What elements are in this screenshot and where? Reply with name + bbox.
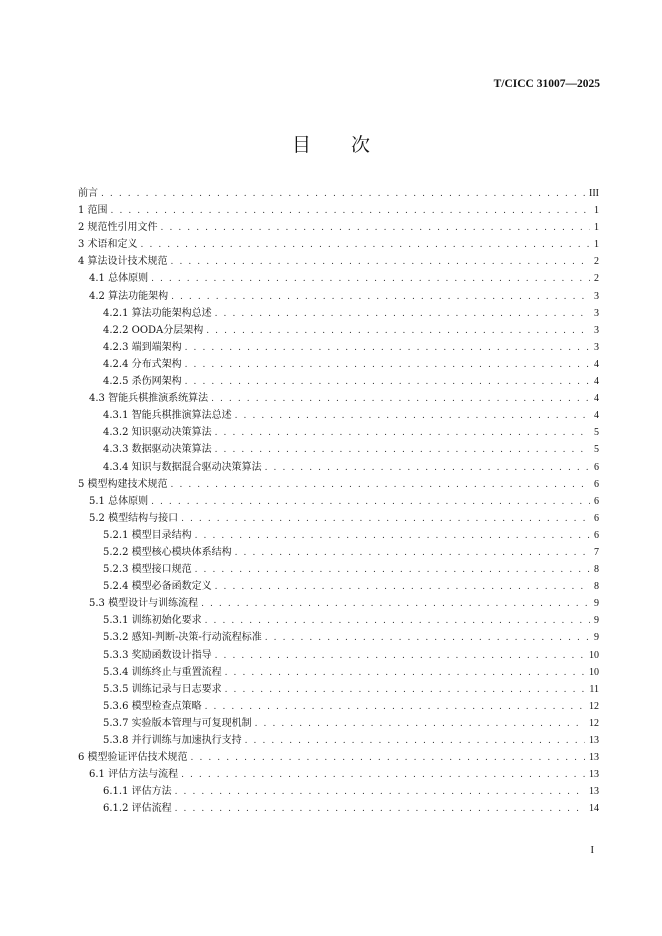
toc-entry-page: 3 (594, 290, 599, 302)
toc-entry[interactable] (78, 749, 599, 766)
page-number: I (590, 845, 594, 856)
toc-entry[interactable] (78, 356, 599, 373)
toc-entry-label: 4.3.1 智能兵棋推演算法总述 (103, 410, 232, 422)
dot-leader (206, 323, 590, 339)
dot-leader (185, 340, 590, 356)
toc-entry-label: 5.3.6 模型检查点策略 (103, 700, 202, 712)
dot-leader (101, 186, 585, 202)
toc-entry[interactable] (78, 322, 599, 339)
dot-leader (175, 784, 585, 800)
toc-entry[interactable] (78, 715, 599, 732)
dot-leader (215, 425, 590, 441)
toc-entry-page: 13 (589, 735, 599, 746)
toc-entry-label: 5.3.7 实验版本管理与可复现机制 (103, 717, 252, 729)
toc-entry-label: 6.1 评估方法与流程 (89, 769, 179, 781)
dot-leader (181, 511, 590, 527)
toc-entry-page: 4 (594, 358, 599, 370)
dot-leader (225, 682, 586, 698)
dot-leader (201, 596, 590, 612)
toc-entry[interactable] (78, 305, 599, 322)
toc-entry-label: 3 术语和定义 (78, 239, 138, 251)
dot-leader (195, 528, 590, 544)
dot-leader (151, 271, 590, 287)
toc-entry-label: 5.3.3 奖励函数设计指导 (103, 649, 212, 661)
dot-leader (185, 374, 590, 390)
toc-entry[interactable] (78, 424, 599, 441)
toc-entry-page: 12 (589, 717, 599, 729)
toc-entry-page: 8 (594, 564, 599, 576)
toc-entry[interactable] (78, 629, 599, 646)
toc-entry-page: 6 (594, 478, 599, 490)
toc-entry[interactable] (78, 288, 599, 305)
toc-entry-label: 4.1 总体原则 (89, 273, 149, 285)
toc-entry[interactable] (78, 647, 599, 664)
dot-leader (171, 477, 590, 493)
dot-leader (161, 220, 590, 236)
toc-entry-page: 11 (589, 683, 599, 695)
toc-entry-label: 4.2 算法功能架构 (89, 290, 169, 302)
toc-entry-page: 6 (594, 529, 599, 541)
toc-entry-label: 5.2 模型结构与接口 (89, 512, 179, 524)
toc-entry-label: 5.3.2 感知-判断-决策-行动流程标准 (103, 632, 262, 644)
dot-leader (211, 391, 590, 407)
toc-entry[interactable] (78, 732, 599, 749)
toc-entry-label: 6 模型验证评估技术规范 (78, 752, 188, 764)
toc-entry[interactable] (78, 390, 599, 407)
toc-entry[interactable] (78, 681, 599, 698)
toc-entry-page: 10 (589, 649, 599, 661)
toc-entry-label: 5.3.1 训练初始化要求 (103, 615, 202, 627)
toc-entry-page: 13 (589, 769, 599, 781)
dot-leader (181, 767, 585, 783)
dot-leader (171, 254, 590, 270)
toc-entry[interactable] (78, 612, 599, 629)
dot-leader (185, 357, 590, 373)
toc-entry-page: 8 (594, 581, 599, 593)
toc-entry[interactable] (78, 800, 599, 817)
dot-leader (141, 237, 590, 253)
toc-entry-page: 7 (594, 546, 599, 558)
toc-entry-page: 4 (594, 376, 599, 388)
toc-entry-label: 5.2.4 模型必备函数定义 (103, 581, 212, 593)
toc-entry-label: 5.3.5 训练记录与日志要求 (103, 683, 222, 695)
toc-entry-label: 5.3 模型设计与训练流程 (89, 598, 199, 610)
toc-entry[interactable] (78, 664, 599, 681)
toc-entry-page: 3 (594, 307, 599, 319)
toc-entry-label: 5.3.4 训练终止与重置流程 (103, 666, 222, 678)
toc-entry-label: 4.2.3 端到端架构 (103, 341, 182, 353)
dot-leader (235, 408, 590, 424)
toc-entry-page: 5 (594, 427, 599, 439)
toc-entry-label: 4.3.2 知识驱动决策算法 (103, 427, 212, 439)
toc-entry-label: 5.2.3 模型接口规范 (103, 564, 192, 576)
toc-entry-label: 4.3.3 数据驱动决策算法 (103, 444, 212, 456)
toc-entry[interactable] (78, 202, 599, 219)
toc-entry-label: 5.1 总体原则 (89, 495, 149, 507)
toc-entry-page: 2 (594, 273, 599, 285)
dot-leader (255, 716, 585, 732)
toc-entry-label: 6.1.2 评估流程 (103, 803, 172, 815)
toc-entry-label: 5.2.1 模型目录结构 (103, 529, 192, 541)
toc-entry-page: 2 (594, 256, 599, 268)
toc-entry-label: 4 算法设计技术规范 (78, 256, 168, 268)
dot-leader (215, 648, 585, 664)
toc-entry[interactable] (78, 698, 599, 715)
toc-entry-page: 4 (594, 393, 599, 405)
dot-leader (215, 442, 590, 458)
toc-entry[interactable] (78, 578, 599, 595)
toc-entry-page: 4 (594, 410, 599, 422)
toc-entry-label: 4.3.4 知识与数据混合驱动决策算法 (103, 461, 262, 473)
toc-entry-label: 1 范围 (78, 205, 108, 217)
toc-entry[interactable] (78, 253, 599, 270)
toc-entry-page: 6 (594, 512, 599, 524)
toc-entry[interactable] (78, 236, 599, 253)
toc-entry-page: 6 (594, 461, 599, 473)
toc-entry[interactable] (78, 185, 599, 202)
toc-entry-page: 3 (594, 324, 599, 336)
toc-entry-page: 6 (594, 495, 599, 507)
dot-leader (191, 750, 585, 766)
toc-entry[interactable] (78, 407, 599, 424)
toc-entry[interactable] (78, 373, 599, 390)
dot-leader (205, 699, 585, 715)
toc-entry[interactable] (78, 441, 599, 458)
dot-leader (265, 460, 590, 476)
toc-entry[interactable] (78, 219, 599, 236)
toc-entry-page: 3 (594, 341, 599, 353)
dot-leader (245, 733, 585, 749)
document-number: T/CICC 31007—2025 (493, 78, 600, 90)
dot-leader (171, 289, 590, 305)
dot-leader (205, 613, 590, 629)
toc-entry-label: 4.2.5 杀伤网架构 (103, 376, 182, 388)
toc-entry-label: 4.3 智能兵棋推演系统算法 (89, 393, 209, 405)
toc-entry[interactable] (78, 510, 599, 527)
toc-entry[interactable] (78, 476, 599, 493)
toc-entry-label: 4.2.2 OODA分层架构 (103, 324, 204, 336)
toc-entry[interactable] (78, 544, 599, 561)
toc-entry-page: 1 (594, 222, 599, 234)
toc-entry[interactable] (78, 595, 599, 612)
toc-entry-page: 9 (594, 632, 599, 644)
toc-entry-label: 4.2.4 分布式架构 (103, 358, 182, 370)
toc-entry-page: 1 (594, 205, 599, 217)
dot-leader (111, 203, 590, 219)
page-title: 目次 (291, 134, 410, 156)
toc-entry[interactable] (78, 561, 599, 578)
toc-entry-label: 前言 (78, 188, 98, 199)
dot-leader (235, 545, 590, 561)
toc-entry-page: 9 (594, 598, 599, 610)
toc-entry-label: 5.3.8 并行训练与加速执行支持 (103, 735, 242, 746)
toc-entry-page: 9 (594, 615, 599, 627)
toc-entry-page: 13 (589, 752, 599, 764)
toc-entry-page: III (589, 188, 599, 199)
dot-leader (215, 306, 590, 322)
dot-leader (215, 579, 590, 595)
toc-entry-label: 6.1.1 评估方法 (103, 786, 172, 798)
toc-entry[interactable] (78, 459, 599, 476)
dot-leader (225, 665, 585, 681)
toc-entry-page: 5 (594, 444, 599, 456)
toc-entry-page: 1 (594, 239, 599, 251)
dot-leader (175, 801, 585, 817)
toc-entry-label: 5.2.2 模型核心模块体系结构 (103, 546, 232, 558)
toc-entry-page: 12 (589, 700, 599, 712)
toc-entry[interactable] (78, 339, 599, 356)
toc-entry[interactable] (78, 493, 599, 510)
dot-leader (265, 630, 590, 646)
toc-entry-label: 5 模型构建技术规范 (78, 478, 168, 490)
dot-leader (151, 494, 590, 510)
toc-entry-page: 13 (589, 786, 599, 798)
toc-entry-label: 2 规范性引用文件 (78, 222, 158, 234)
dot-leader (195, 562, 590, 578)
toc-entry[interactable] (78, 270, 599, 287)
toc-entry-label: 4.2.1 算法功能架构总述 (103, 307, 212, 319)
toc-entry-page: 10 (589, 666, 599, 678)
toc-entry-page: 14 (589, 803, 599, 815)
toc-entry[interactable] (78, 527, 599, 544)
table-of-contents (78, 185, 599, 817)
toc-entry[interactable] (78, 783, 599, 800)
toc-entry[interactable] (78, 766, 599, 783)
